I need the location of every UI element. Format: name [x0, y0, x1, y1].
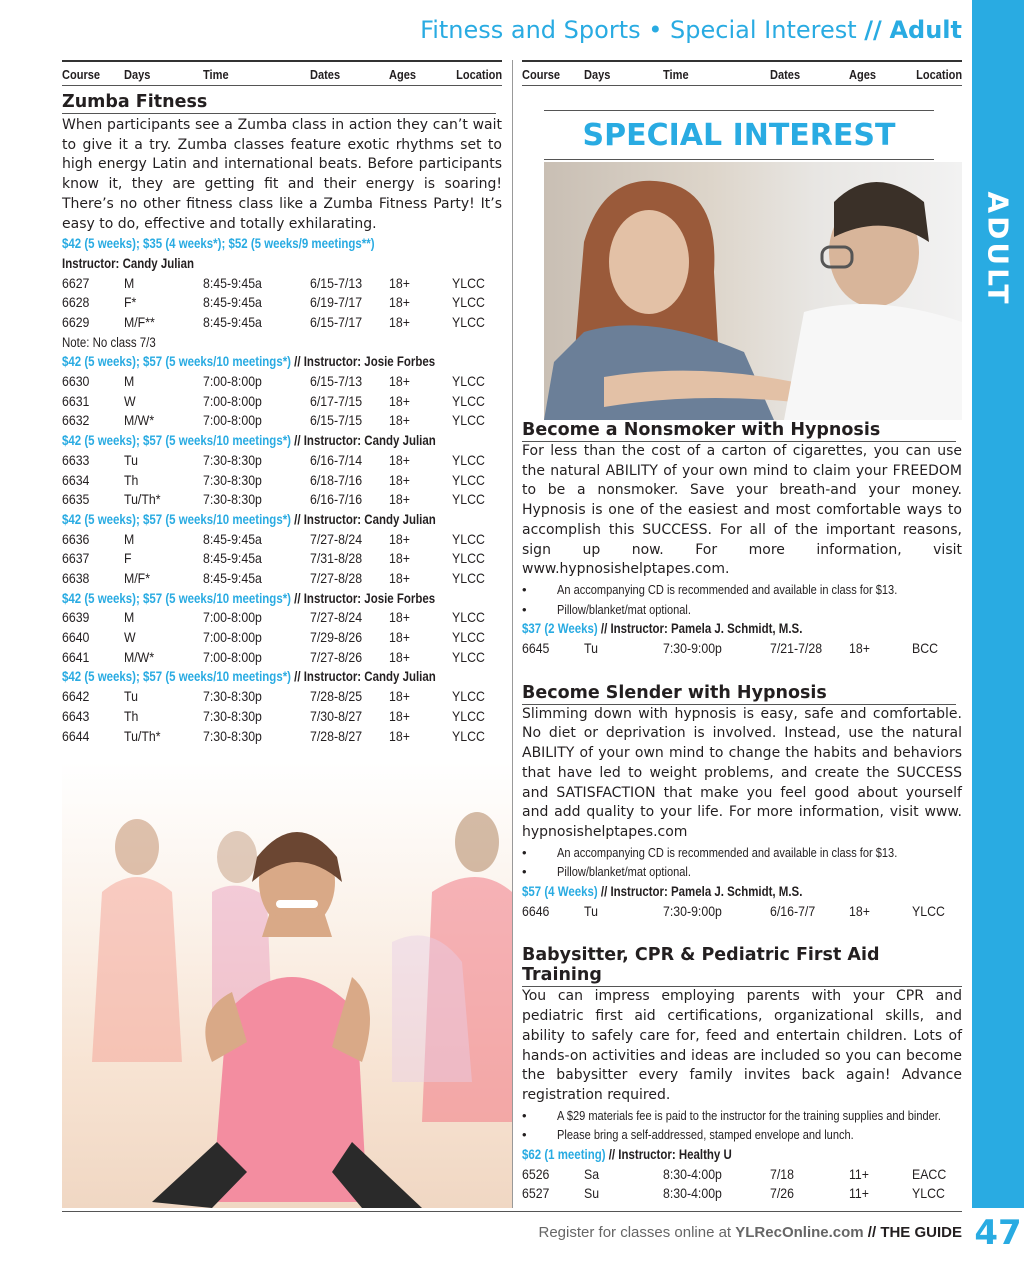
- course-title: Babysitter, CPR & Pediatric First Aid Training: [522, 945, 962, 987]
- schedule-note-text: Note: No class 7/3: [62, 334, 156, 350]
- cell-ages: 11+: [849, 1165, 869, 1182]
- cell-dates: 7/28-8/25: [310, 688, 363, 705]
- cell-time: 8:45-9:45a: [203, 274, 262, 291]
- col-dates: Dates: [310, 67, 341, 82]
- table-row: [62, 490, 502, 510]
- bullet-text: Pillow/blanket/mat optional.: [557, 601, 691, 617]
- course-price: $57 (4 Weeks): [522, 884, 598, 900]
- table-row: [62, 451, 502, 471]
- col-days: Days: [124, 67, 151, 82]
- col-dates: Dates: [770, 67, 801, 82]
- bullet-item: [522, 862, 962, 882]
- schedule-note: [62, 333, 502, 353]
- course-block: [522, 420, 962, 659]
- cell-dates: 7/27-8/24: [310, 530, 363, 547]
- cell-dates: 6/15-7/17: [310, 314, 363, 330]
- cell-dates: 7/29-8/26: [310, 629, 363, 646]
- cell-location: YLCC: [452, 570, 485, 586]
- table-row: [62, 313, 502, 333]
- price-line-content: [522, 882, 802, 902]
- table-row: [62, 372, 502, 392]
- special-interest-heading: SPECIAL INTEREST: [544, 110, 934, 160]
- price-line-content: [62, 667, 436, 687]
- cell-course: 6627: [62, 274, 90, 291]
- cell-time: 7:30-8:30p: [203, 727, 262, 744]
- cell-days: M: [124, 609, 135, 626]
- cell-time: 8:45-9:45a: [203, 550, 262, 567]
- cell-location: BCC: [912, 640, 939, 657]
- price-line: [62, 589, 502, 609]
- cell-ages: 18+: [389, 314, 410, 330]
- cell-course: 6630: [62, 373, 90, 390]
- cell-dates: 7/31-8/28: [310, 550, 363, 567]
- cell-time: 7:30-8:30p: [203, 491, 262, 508]
- course-description: For less than the cost of a carton of cigarettes, you can use the natural ABILITY of your own mind to claim your FREEDOM to be a nonsmoker. Save your breath-and your money. Hypnosis is one of the easiest and most comfortable ways to accomplish this SUCCESS. For all of the important reasons, sign up now. For more information, visit www.hypnosishelptapes.com.: [522, 443, 962, 578]
- cell-location: YLCC: [452, 530, 485, 547]
- bullet-item: [522, 580, 962, 600]
- cell-dates: 7/18: [770, 1165, 794, 1182]
- price-line-content: [62, 589, 435, 609]
- zumba-photo: [62, 762, 512, 1208]
- cell-ages: 18+: [389, 688, 410, 705]
- table-row: [522, 902, 962, 922]
- zumba-schedule: [62, 234, 502, 746]
- cell-location: YLCC: [452, 629, 485, 646]
- table-row: [62, 274, 502, 294]
- cell-dates: 6/18-7/16: [310, 471, 363, 488]
- table-row: [62, 628, 502, 648]
- price-line-content: [62, 431, 436, 451]
- cell-location: YLCC: [452, 491, 485, 508]
- cell-course: 6629: [62, 314, 90, 330]
- course-instructor: // Instructor: Healthy U: [605, 1147, 732, 1163]
- cell-days: Su: [584, 1185, 600, 1202]
- cell-location: YLCC: [452, 392, 485, 409]
- table-row: [62, 687, 502, 707]
- cell-course: 6633: [62, 451, 90, 468]
- price-line: [522, 882, 962, 902]
- table-header-left: [62, 60, 502, 86]
- course-description: Slimming down with hypnosis is easy, safe and comfortable. No diet or deprivation is involved. Instead, use the natural ABILITY of your own mind to change the habits and behaviors that have led to weight problems, and create the SUCCESS and SATISFACTION that make you feel good about yourself and add quality to your life. For more information, visit www. hypnosishelptapes.com: [522, 705, 962, 840]
- header-section: Fitness and Sports: [420, 16, 641, 44]
- table-row: [62, 648, 502, 668]
- cell-time: 7:00-8:00p: [203, 412, 262, 429]
- course-price: $42 (5 weeks); $57 (5 weeks/10 meetings*): [62, 511, 291, 527]
- bullet-text: An accompanying CD is recommended and available in class for $13.: [557, 844, 898, 860]
- cell-ages: 18+: [389, 274, 410, 291]
- cell-dates: 6/17-7/15: [310, 392, 363, 409]
- cell-ages: 18+: [389, 609, 410, 626]
- price-line-content: [522, 619, 802, 639]
- cell-location: YLCC: [452, 609, 485, 626]
- header-subsection: Special Interest: [670, 16, 857, 44]
- course-block: [522, 683, 962, 922]
- footer-separator: //: [863, 1224, 881, 1241]
- cell-course: 6526: [522, 1165, 550, 1182]
- cell-location: YLCC: [452, 294, 485, 311]
- col-location: Location: [455, 67, 502, 82]
- cell-ages: 18+: [389, 530, 410, 547]
- cell-days: Tu/Th*: [124, 727, 161, 744]
- cell-location: YLCC: [452, 648, 485, 665]
- cell-time: 7:30-8:30p: [203, 688, 262, 705]
- cell-days: M: [124, 373, 135, 390]
- cell-ages: 18+: [389, 471, 410, 488]
- col-location: Location: [915, 67, 962, 82]
- course-instructor: // Instructor: Josie Forbes: [290, 590, 436, 606]
- cell-dates: 6/16-7/7: [770, 902, 816, 919]
- cell-days: F*: [124, 294, 137, 311]
- cell-dates: 7/27-8/28: [310, 570, 363, 586]
- cell-course: 6527: [522, 1185, 550, 1202]
- column-divider: [512, 60, 513, 1208]
- course-instructor: // Instructor: Candy Julian: [290, 511, 436, 527]
- cell-course: 6637: [62, 550, 90, 567]
- cell-dates: 6/16-7/16: [310, 491, 363, 508]
- course-price: $42 (5 weeks); $35 (4 weeks*); $52 (5 weeks/9 meetings**): [62, 236, 375, 252]
- price-line: [522, 619, 962, 639]
- hypnosis-photo-illustration: [544, 162, 962, 420]
- cell-time: 7:00-8:00p: [203, 373, 262, 390]
- left-column: [62, 60, 502, 746]
- cell-location: YLCC: [912, 902, 945, 919]
- cell-location: YLCC: [452, 373, 485, 390]
- cell-course: 6635: [62, 491, 90, 508]
- cell-dates: 6/15-7/13: [310, 373, 363, 390]
- cell-ages: 18+: [849, 902, 870, 919]
- cell-course: 6645: [522, 640, 550, 657]
- header-bullet: •: [648, 16, 663, 44]
- cell-dates: 6/19-7/17: [310, 294, 363, 311]
- cell-course: 6646: [522, 902, 550, 919]
- cell-ages: 18+: [389, 491, 410, 508]
- table-row: [62, 293, 502, 313]
- cell-time: 8:45-9:45a: [203, 314, 262, 330]
- zumba-photo-illustration: [62, 762, 512, 1208]
- price-line: [62, 431, 502, 451]
- bullet-item: [522, 1106, 962, 1126]
- course-title: Become a Nonsmoker with Hypnosis: [522, 420, 956, 442]
- cell-ages: 18+: [849, 640, 870, 657]
- cell-ages: 18+: [389, 648, 410, 665]
- special-interest-courses: [522, 420, 962, 1204]
- cell-location: YLCC: [912, 1185, 945, 1202]
- table-header-right: [522, 60, 962, 86]
- header-audience: Adult: [889, 16, 962, 44]
- cell-ages: 18+: [389, 550, 410, 567]
- cell-location: YLCC: [452, 274, 485, 291]
- cell-dates: 7/26: [770, 1185, 794, 1202]
- cell-days: M/F**: [124, 314, 155, 330]
- table-row: [62, 569, 502, 589]
- col-course: Course: [62, 67, 101, 82]
- cell-days: Sa: [584, 1165, 600, 1182]
- cell-location: YLCC: [452, 688, 485, 705]
- side-tab-label: ADULT: [981, 191, 1015, 307]
- footer-rule: [62, 1211, 962, 1212]
- cell-time: 7:30-8:30p: [203, 471, 262, 488]
- hypnosis-photo: [544, 162, 962, 420]
- cell-ages: 11+: [849, 1185, 869, 1202]
- cell-dates: 7/21-7/28: [770, 640, 823, 657]
- price-line: [62, 510, 502, 530]
- bullet-text: Please bring a self-addressed, stamped envelope and lunch.: [557, 1127, 854, 1143]
- course-price: $37 (2 Weeks): [522, 621, 598, 637]
- cell-dates: 7/28-8/27: [310, 727, 363, 744]
- cell-time: 7:00-8:00p: [203, 609, 262, 626]
- cell-time: 7:30-8:30p: [203, 707, 262, 724]
- table-row: [62, 707, 502, 727]
- footer-guide: THE GUIDE: [880, 1224, 962, 1241]
- cell-course: 6642: [62, 688, 90, 705]
- table-row: [62, 392, 502, 412]
- cell-days: Tu: [584, 902, 598, 919]
- cell-dates: 7/27-8/26: [310, 648, 363, 665]
- cell-course: 6641: [62, 648, 90, 665]
- cell-time: 8:30-4:00p: [663, 1165, 722, 1182]
- cell-location: YLCC: [452, 451, 485, 468]
- cell-days: Tu/Th*: [124, 491, 161, 508]
- course-price: $42 (5 weeks); $57 (5 weeks/10 meetings*): [62, 354, 291, 370]
- price-line: [522, 1145, 962, 1165]
- cell-days: Tu: [124, 451, 138, 468]
- footer-register-text: Register for classes online at: [538, 1224, 736, 1241]
- table-row: [62, 727, 502, 747]
- page-header: [420, 16, 962, 44]
- price-line: [62, 352, 502, 372]
- table-row: [522, 1165, 962, 1185]
- cell-ages: 18+: [389, 727, 410, 744]
- cell-course: 6632: [62, 412, 90, 429]
- cell-location: YLCC: [452, 707, 485, 724]
- table-row: [62, 549, 502, 569]
- side-tab: [972, 191, 1024, 307]
- cell-days: Th: [124, 471, 139, 488]
- cell-location: YLCC: [452, 550, 485, 567]
- cell-time: 8:45-9:45a: [203, 570, 262, 586]
- course-instructor: // Instructor: Candy Julian: [290, 669, 436, 685]
- bullet-text: A $29 materials fee is paid to the instructor for the training supplies and binder.: [557, 1107, 941, 1123]
- course-title: Become Slender with Hypnosis: [522, 683, 956, 705]
- course-description: You can impress employing parents with your CPR and pediatric first aid certifications, organizational skills, and ability to safely care for, feed and entertain children. Lots of hands-on activities and ideas are included so you can become the babysitter every family invites back again! Advance registration required.: [522, 988, 962, 1103]
- cell-time: 8:30-4:00p: [663, 1185, 722, 1202]
- cell-dates: 7/27-8/24: [310, 609, 363, 626]
- cell-ages: 18+: [389, 451, 410, 468]
- col-ages: Ages: [389, 67, 417, 82]
- bullet-text: An accompanying CD is recommended and available in class for $13.: [557, 581, 898, 597]
- bullet-item: [522, 843, 962, 863]
- course-block: [522, 945, 962, 1204]
- course-instructor: // Instructor: Josie Forbes: [290, 354, 436, 370]
- cell-course: 6634: [62, 471, 90, 488]
- bullet-text: Pillow/blanket/mat optional.: [557, 864, 691, 880]
- price-line-content: [62, 352, 435, 372]
- cell-time: 7:00-8:00p: [203, 392, 262, 409]
- cell-time: 7:30-9:00p: [663, 640, 722, 657]
- cell-days: F: [124, 550, 132, 567]
- cell-days: W: [124, 392, 136, 409]
- col-time: Time: [203, 67, 229, 82]
- col-days: Days: [584, 67, 611, 82]
- cell-ages: 18+: [389, 294, 410, 311]
- course-instructor: // Instructor: Candy Julian: [290, 433, 436, 449]
- cell-time: 7:30-9:00p: [663, 902, 722, 919]
- price-line: [62, 667, 502, 687]
- cell-ages: 18+: [389, 373, 410, 390]
- footer-site-link[interactable]: YLRecOnline.com: [735, 1224, 864, 1241]
- table-row: [522, 639, 962, 659]
- cell-dates: 6/15-7/13: [310, 274, 363, 291]
- col-course: Course: [522, 67, 561, 82]
- cell-course: 6631: [62, 392, 90, 409]
- cell-days: Tu: [584, 640, 598, 657]
- col-ages: Ages: [849, 67, 877, 82]
- course-instructor: // Instructor: Pamela J. Schmidt, M.S.: [597, 884, 803, 900]
- cell-ages: 18+: [389, 412, 410, 429]
- cell-days: M/F*: [124, 570, 151, 586]
- cell-location: YLCC: [452, 412, 485, 429]
- cell-location: YLCC: [452, 727, 485, 744]
- page-number: 47: [974, 1213, 1022, 1253]
- cell-time: 7:30-8:30p: [203, 451, 262, 468]
- cell-course: 6638: [62, 570, 90, 586]
- cell-location: EACC: [912, 1165, 947, 1182]
- cell-days: Th: [124, 707, 139, 724]
- right-column: [522, 60, 962, 86]
- cell-days: M/W*: [124, 648, 155, 665]
- course-price: $42 (5 weeks); $57 (5 weeks/10 meetings*): [62, 669, 291, 685]
- course-price: $42 (5 weeks); $57 (5 weeks/10 meetings*): [62, 433, 291, 449]
- cell-location: YLCC: [452, 314, 485, 330]
- price-line-content: [522, 1145, 732, 1165]
- cell-days: M: [124, 274, 135, 291]
- cell-time: 8:45-9:45a: [203, 530, 262, 547]
- price-line-content: [62, 234, 375, 254]
- table-row: [62, 471, 502, 491]
- course-description: When participants see a Zumba class in action they can’t wait to give it a try. Zumba classes feature exotic rhythms set to high energy Latin and international beats. Before participants know it, they are getting fit and their energy is soaring! There’s no other fitness class like a Zumba Fitness Party! It’s easy to do, effective and totally exhilarating.: [62, 117, 502, 232]
- cell-days: M: [124, 530, 135, 547]
- course-title: Zumba Fitness: [62, 92, 496, 114]
- cell-course: 6644: [62, 727, 90, 744]
- cell-course: 6639: [62, 609, 90, 626]
- col-time: Time: [663, 67, 689, 82]
- cell-time: 8:45-9:45a: [203, 294, 262, 311]
- cell-location: YLCC: [452, 471, 485, 488]
- cell-time: 7:00-8:00p: [203, 629, 262, 646]
- cell-dates: 6/16-7/14: [310, 451, 363, 468]
- cell-ages: 18+: [389, 707, 410, 724]
- bullet-item: [522, 1125, 962, 1145]
- cell-ages: 18+: [389, 570, 410, 586]
- cell-days: Tu: [124, 688, 138, 705]
- cell-course: 6628: [62, 294, 90, 311]
- bullet-item: [522, 600, 962, 620]
- course-instructor: Instructor: Candy Julian: [62, 255, 194, 271]
- cell-dates: 7/30-8/27: [310, 707, 363, 724]
- course-instructor: // Instructor: Pamela J. Schmidt, M.S.: [597, 621, 803, 637]
- table-row: [62, 530, 502, 550]
- cell-course: 6636: [62, 530, 90, 547]
- course-price: $42 (5 weeks); $57 (5 weeks/10 meetings*): [62, 590, 291, 606]
- cell-course: 6643: [62, 707, 90, 724]
- cell-course: 6640: [62, 629, 90, 646]
- table-row: [522, 1184, 962, 1204]
- cell-days: W: [124, 629, 136, 646]
- course-price: $62 (1 meeting): [522, 1147, 606, 1163]
- cell-time: 7:00-8:00p: [203, 648, 262, 665]
- price-line-content: [62, 510, 436, 530]
- cell-dates: 6/15-7/15: [310, 412, 363, 429]
- table-row: [62, 608, 502, 628]
- header-separator: //: [864, 16, 882, 44]
- cell-days: M/W*: [124, 412, 155, 429]
- footer-text: [539, 1224, 963, 1241]
- instructor-line: [62, 254, 502, 274]
- price-line: [62, 234, 502, 254]
- cell-ages: 18+: [389, 392, 410, 409]
- cell-ages: 18+: [389, 629, 410, 646]
- table-row: [62, 411, 502, 431]
